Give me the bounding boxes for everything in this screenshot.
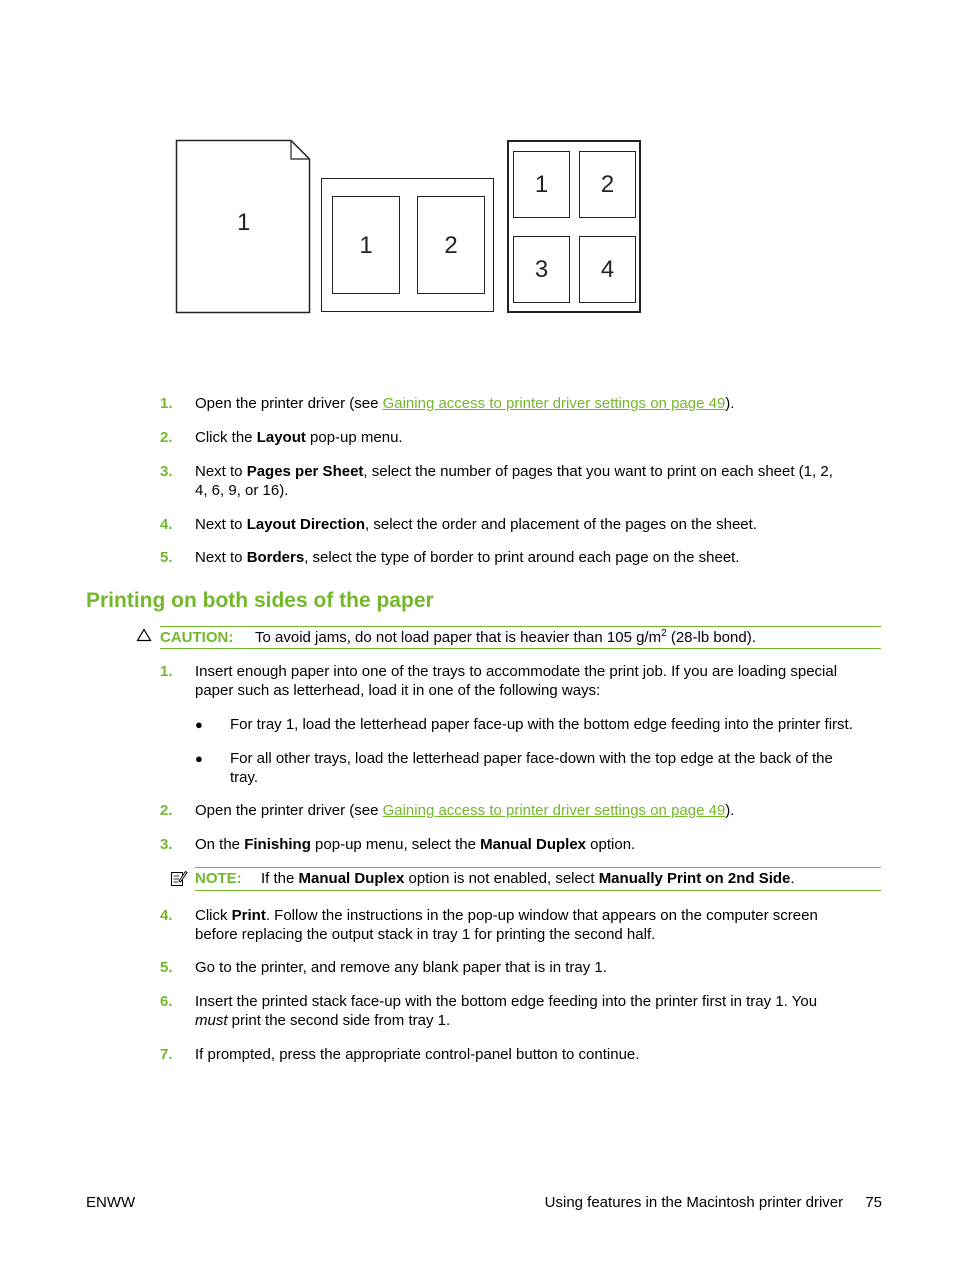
note-icon — [170, 869, 188, 887]
caution-bottom-rule — [160, 648, 881, 649]
note-bottom-rule — [195, 890, 881, 891]
footer-left: ENWW — [86, 1194, 136, 1211]
section-heading: Printing on both sides of the paper — [86, 589, 434, 612]
footer-title: Using features in the Macintosh printer driver — [544, 1194, 844, 1211]
bullet-icon: ● — [195, 717, 203, 732]
note-text: If the — [261, 870, 299, 887]
ui-term: Manual Duplex — [480, 836, 587, 853]
step-text: Open the printer driver (see — [195, 802, 383, 819]
step-text: , select the type of border to print around each page on the sheet. — [304, 549, 740, 566]
step-text: If prompted, press the appropriate control-panel button to continue. — [195, 1046, 640, 1063]
page-number: 75 — [865, 1194, 882, 1211]
step-number: 2. — [160, 802, 173, 819]
page-link[interactable]: Gaining access to printer driver settings on page 49 — [382, 802, 726, 819]
caution-superscript: 2 — [661, 628, 667, 639]
bullet-text: For tray 1, load the letterhead paper face-up with the bottom edge feeding into the printer first. — [230, 716, 853, 733]
caution-callout — [160, 628, 881, 647]
ui-term: Print — [231, 907, 266, 924]
caution-label: CAUTION: — [160, 629, 234, 646]
step-text: print the second side from tray 1. — [227, 1012, 451, 1029]
step-number: 1. — [160, 395, 173, 412]
step-text: On the — [195, 836, 245, 853]
ui-term: Borders — [246, 549, 305, 566]
step-text: pop-up menu, select the — [310, 836, 481, 853]
step-text: before replacing the output stack in tray 1 for printing the second half. — [195, 926, 656, 943]
step-text: paper such as letterhead, load it in one of the following ways: — [195, 682, 601, 699]
caution-text: (28-lb bond). — [666, 629, 756, 646]
bullet-icon: ● — [195, 751, 203, 766]
bullet-text: tray. — [230, 769, 259, 786]
pages-per-sheet-illustration — [0, 0, 954, 330]
emphasis-text: must — [195, 1012, 228, 1029]
step-number: 5. — [160, 549, 173, 566]
caution-text: To avoid jams, do not load paper that is heavier than 105 g/m — [255, 629, 662, 646]
step-text: , select the number of pages that you want to print on each sheet (1, 2, — [363, 463, 833, 480]
step-text: Insert the printed stack face-up with the bottom edge feeding into the printer first in tray 1. You — [195, 993, 818, 1010]
ui-term: Layout — [256, 429, 306, 446]
note-top-rule — [195, 867, 881, 868]
step-number: 4. — [160, 907, 173, 924]
four-up-page-2: 2 — [579, 151, 636, 218]
step-text: . Follow the instructions in the pop-up window that appears on the computer screen — [265, 907, 818, 924]
step-number: 6. — [160, 993, 173, 1010]
two-up-page-1: 1 — [332, 196, 400, 294]
step-text: option. — [586, 836, 636, 853]
single-page-number: 1 — [237, 209, 251, 236]
two-up-sheet — [321, 178, 494, 312]
note-callout — [195, 869, 881, 888]
step-number: 5. — [160, 959, 173, 976]
ui-term: Finishing — [244, 836, 311, 853]
step-text: Go to the printer, and remove any blank paper that is in tray 1. — [195, 959, 607, 976]
four-up-page-4: 4 — [579, 236, 636, 303]
step-number: 4. — [160, 516, 173, 533]
step-text: Next to — [195, 549, 247, 566]
ui-term: Pages per Sheet — [246, 463, 364, 480]
step-text: 4, 6, 9, or 16). — [195, 482, 289, 499]
caution-top-rule — [160, 626, 881, 627]
bullet-text: For all other trays, load the letterhead paper face-down with the top edge at the back of the — [230, 750, 833, 767]
note-label: NOTE: — [195, 870, 242, 887]
two-up-page-2: 2 — [417, 196, 485, 294]
step-number: 3. — [160, 836, 173, 853]
four-up-page-1: 1 — [513, 151, 570, 218]
step-text: ). — [725, 802, 735, 819]
note-text: . — [790, 870, 795, 887]
four-up-sheet — [507, 140, 641, 313]
footer-right — [545, 1193, 882, 1212]
step-text: Insert enough paper into one of the trays to accommodate the print job. If you are loading special — [195, 663, 838, 680]
step-number: 1. — [160, 663, 173, 680]
caution-icon — [136, 628, 152, 642]
four-up-page-3: 3 — [513, 236, 570, 303]
page-link[interactable]: Gaining access to printer driver settings on page 49 — [382, 395, 726, 412]
step-number: 2. — [160, 429, 173, 446]
step-text: Next to — [195, 463, 247, 480]
step-text: ). — [725, 395, 735, 412]
ui-term: Manually Print on 2nd Side — [598, 870, 791, 887]
step-text: Click — [195, 907, 232, 924]
ui-term: Layout Direction — [246, 516, 366, 533]
step-text: Open the printer driver (see — [195, 395, 383, 412]
note-text: option is not enabled, select — [404, 870, 599, 887]
step-text: Click the — [195, 429, 257, 446]
step-number: 3. — [160, 463, 173, 480]
step-text: Next to — [195, 516, 247, 533]
step-text: pop-up menu. — [305, 429, 403, 446]
step-text: , select the order and placement of the pages on the sheet. — [365, 516, 757, 533]
ui-term: Manual Duplex — [298, 870, 405, 887]
step-number: 7. — [160, 1046, 173, 1063]
